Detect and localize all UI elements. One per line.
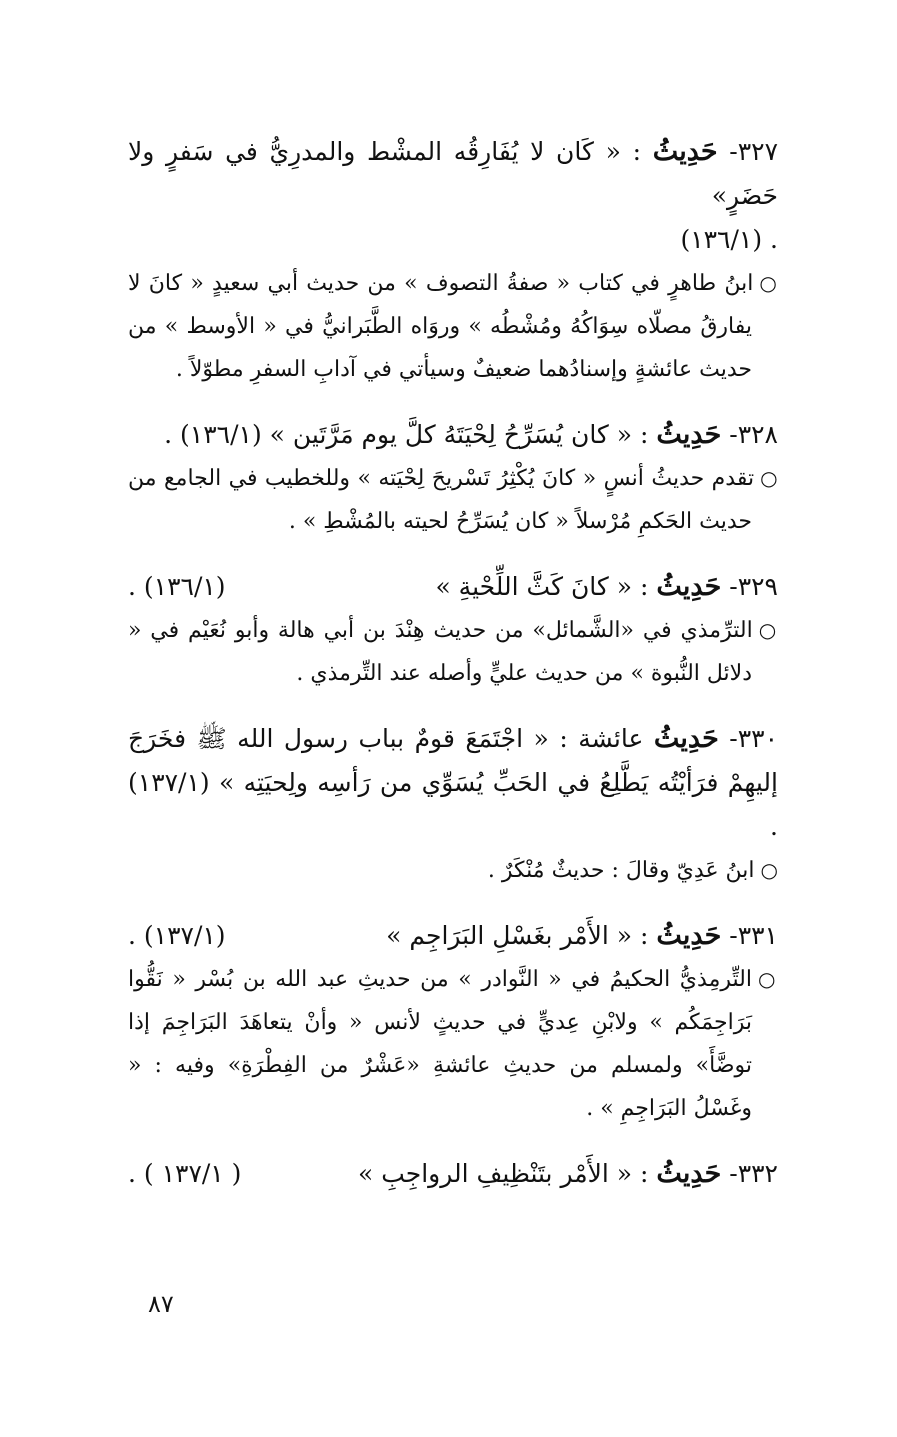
hadith-number: ٣٢٨- <box>729 420 778 449</box>
hadith-keyword: حَدِيثُ <box>656 1158 722 1189</box>
hadith-text: : « كانَ كَثَّ اللِّحْيةِ » <box>435 572 649 601</box>
hadith-number: ٣٢٧- <box>729 137 779 166</box>
hadith-keyword: حَدِيثُ <box>652 136 718 167</box>
hadith-reference: . (١٣٦/١) <box>680 225 778 254</box>
hadith-heading <box>128 717 778 849</box>
hadith-heading <box>128 130 778 262</box>
hadith-heading <box>128 565 778 609</box>
hadith-entry-327 <box>128 130 778 391</box>
takhrij-note: ○تقدم حديثُ أنسٍ « كانَ يُكْثِرُ تَسْريحَ لِحْيَته » وللخطيب في الجامع من حديث الحَكمِ مُرْسلاً « كان يُسَرِّحُ لحيته بالمُشْطِ » . <box>128 466 778 534</box>
page-number: ٨٧ <box>148 1290 174 1318</box>
hadith-text: عائشة : « اجْتَمَعَ قومٌ بباب رسول الله ﷺ فخَرَجَ إليهِمْ فرَأيْتُه يَطَّلِعُ في الحَبِّ يُسَوِّي من رَأسِه ولِحيَتِه » (١٣٧/١) . <box>128 724 778 841</box>
hadith-reference: ( ١٣٧/١ ) . <box>128 1159 242 1188</box>
hadith-text: : « الأَمْر بغَسْلِ البَرَاجِم » <box>386 921 649 950</box>
hadith-keyword: حَدِيثُ <box>656 419 722 450</box>
hadith-text: : « كَان لا يُفَارِقُه المشْط والمدرِيُّ في سَفرٍ ولا حَضَرٍ» <box>128 137 778 210</box>
hadith-reference: (١٣٦/١) . <box>128 572 226 601</box>
circle-bullet-icon: ○ <box>757 967 779 991</box>
hadith-number: ٣٣١- <box>729 921 778 950</box>
hadith-number: ٣٣٢- <box>729 1159 778 1188</box>
takhrij-note: ○ابنُ عَدِيّ وقالَ : حديثٌ مُنْكَرٌ . <box>487 858 778 883</box>
hadith-entry-332 <box>128 1152 778 1196</box>
hadith-heading <box>128 1152 778 1196</box>
takhrij-note: ○التِّرمِذيُّ الحكيمُ في « النَّوادر » من حديثِ عبد الله بن بُسْر « نَقُّوا بَرَاجِمَكُم » ولابْنِ عِديٍّ في حديثٍ لأنس « وأنْ يتعاهَدَ البَرَاجِمَ إذا توضَّأَ» ولمسلم من حديثِ عائشةِ «عَشْرٌ من الفِطْرَةِ» وفيه : « وغَسْلُ البَرَاجِمِ » . <box>128 967 779 1121</box>
hadith-keyword: حَدِيثُ <box>656 571 722 602</box>
hadith-text: : « الأَمْر بتَنْظِيفِ الرواجِبِ » <box>357 1159 649 1188</box>
hadith-text: : « كان يُسَرِّحُ لِحْيَتَهُ كلَّ يوم مَرَّتَين » (١٣٦/١) . <box>164 420 649 449</box>
hadith-reference: (١٣٧/١) . <box>128 921 226 950</box>
hadith-keyword: حَدِيثُ <box>656 920 722 951</box>
book-page <box>128 130 778 1218</box>
hadith-entry-329 <box>128 565 778 695</box>
hadith-number: ٣٢٩- <box>729 572 778 601</box>
circle-bullet-icon: ○ <box>759 271 779 295</box>
hadith-entry-328 <box>128 413 778 543</box>
takhrij-note: ○الترِّمذي في «الشَّمائل» من حديث هِنْدَ بن أبي هالة وأبو نُعَيْم في « دلائل النُّبوة » من حديث عليٍّ وأصله عند التِّرمذي . <box>128 618 778 686</box>
hadith-keyword: حَدِيثُ <box>653 723 719 754</box>
hadith-number: ٣٣٠- <box>729 724 779 753</box>
circle-bullet-icon: ○ <box>760 858 778 882</box>
takhrij-note: ○ابنُ طاهرٍ في كتاب « صفةُ التصوف » من حديث أبي سعيدٍ « كانَ لا يفارقُ مصلّاه سِوَاكُهُ ومُشْطُه » وروَاه الطَّبَرانيُّ في « الأوسط » من حديث عائشةٍ وإسنادُهما ضعيفٌ وسيأتي في آدابِ السفرِ مطوّلاً . <box>128 271 779 382</box>
hadith-entry-330 <box>128 717 778 892</box>
hadith-entry-331 <box>128 914 778 1130</box>
hadith-heading <box>128 413 778 457</box>
circle-bullet-icon: ○ <box>758 618 778 642</box>
circle-bullet-icon: ○ <box>760 466 778 490</box>
hadith-heading <box>128 914 778 958</box>
